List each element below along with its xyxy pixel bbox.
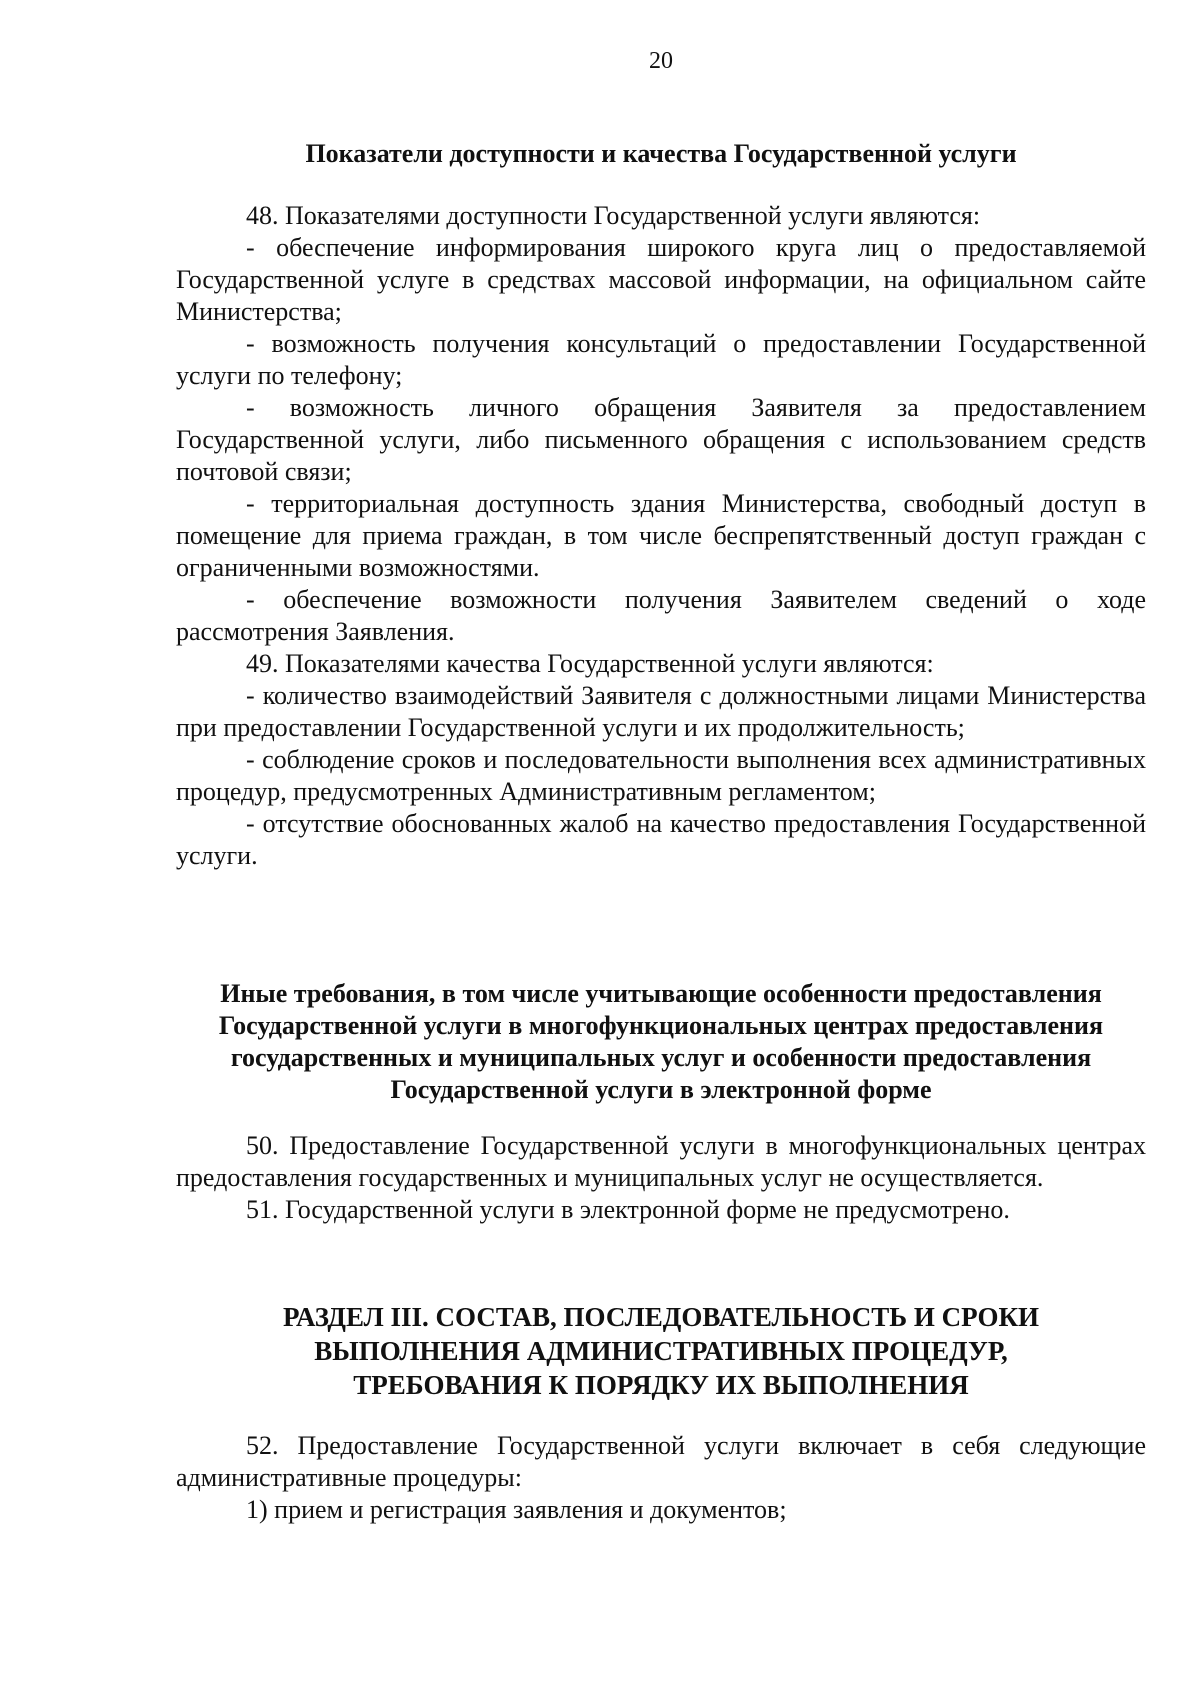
paragraph-52-item-1: 1) прием и регистрация заявления и документов; — [246, 1495, 787, 1524]
heading-section-iii-line: ВЫПОЛНЕНИЯ АДМИНИСТРАТИВНЫХ ПРОЦЕДУР, — [314, 1336, 1008, 1366]
paragraph-48: 48. Показателями доступности Государственной услуги являются: — [246, 201, 981, 230]
paragraph-49-item-1: - количество взаимодействий Заявителя с должностными лицами Министерства при предоставлении Государственной услуги и их продолжительность; — [176, 681, 1146, 742]
heading-other-requirements-line: государственных и муниципальных услуг и особенности предоставления — [230, 1043, 1092, 1072]
paragraph-48-item-4: - территориальная доступность здания Министерства, свободный доступ в помещение для приема граждан, в том числе беспрепятственный доступ граждан с ограниченными возможностями. — [176, 489, 1146, 582]
heading-section-iii-line: ТРЕБОВАНИЯ К ПОРЯДКУ ИХ ВЫПОЛНЕНИЯ — [353, 1370, 969, 1400]
heading-other-requirements-line: Государственной услуги в электронной форме — [390, 1075, 932, 1104]
section-other-requirements — [176, 1130, 1146, 1226]
paragraph-52: 52. Предоставление Государственной услуги включает в себя следующие административные процедуры: — [176, 1431, 1146, 1492]
paragraph-50: 50. Предоставление Государственной услуги в многофункциональных центрах предоставления государственных и муниципальных услуг не осуществляется. — [176, 1131, 1146, 1192]
paragraph-48-item-2: - возможность получения консультаций о предоставлении Государственной услуги по телефону; — [176, 329, 1146, 390]
paragraph-48-item-5: - обеспечение возможности получения Заявителем сведений о ходе рассмотрения Заявления. — [176, 585, 1146, 646]
heading-section-iii-line: РАЗДЕЛ III. СОСТАВ, ПОСЛЕДОВАТЕЛЬНОСТЬ И СРОКИ — [282, 1302, 1040, 1332]
paragraph-48-item-3: - возможность личного обращения Заявителя за предоставлением Государственной услуги, либо письменного обращения с использованием средств почтовой связи; — [176, 393, 1146, 486]
page-number: 20 — [649, 48, 673, 74]
heading-section-iii — [176, 1300, 1146, 1402]
heading-other-requirements — [176, 978, 1146, 1106]
paragraph-49-item-3: - отсутствие обоснованных жалоб на качество предоставления Государственной услуги. — [176, 809, 1146, 870]
section-availability-quality — [176, 200, 1146, 872]
paragraph-51: 51. Государственной услуги в электронной форме не предусмотрено. — [246, 1195, 1010, 1224]
paragraph-49-item-2: - соблюдение сроков и последовательности выполнения всех административных процедур, предусмотренных Административным регламентом; — [176, 745, 1146, 806]
section-administrative-procedures — [176, 1430, 1146, 1526]
paragraph-48-item-1: - обеспечение информирования широкого круга лиц о предоставляемой Государственной услуге в средствах массовой информации, на официальном сайте Министерства; — [176, 233, 1146, 326]
heading-other-requirements-line: Иные требования, в том числе учитывающие особенности предоставления — [220, 979, 1102, 1008]
document-page — [176, 0, 1146, 1695]
heading-availability-quality: Показатели доступности и качества Государственной услуги — [305, 139, 1017, 168]
paragraph-49: 49. Показателями качества Государственной услуги являются: — [246, 649, 934, 678]
heading-other-requirements-line: Государственной услуги в многофункциональных центрах предоставления — [218, 1011, 1104, 1040]
